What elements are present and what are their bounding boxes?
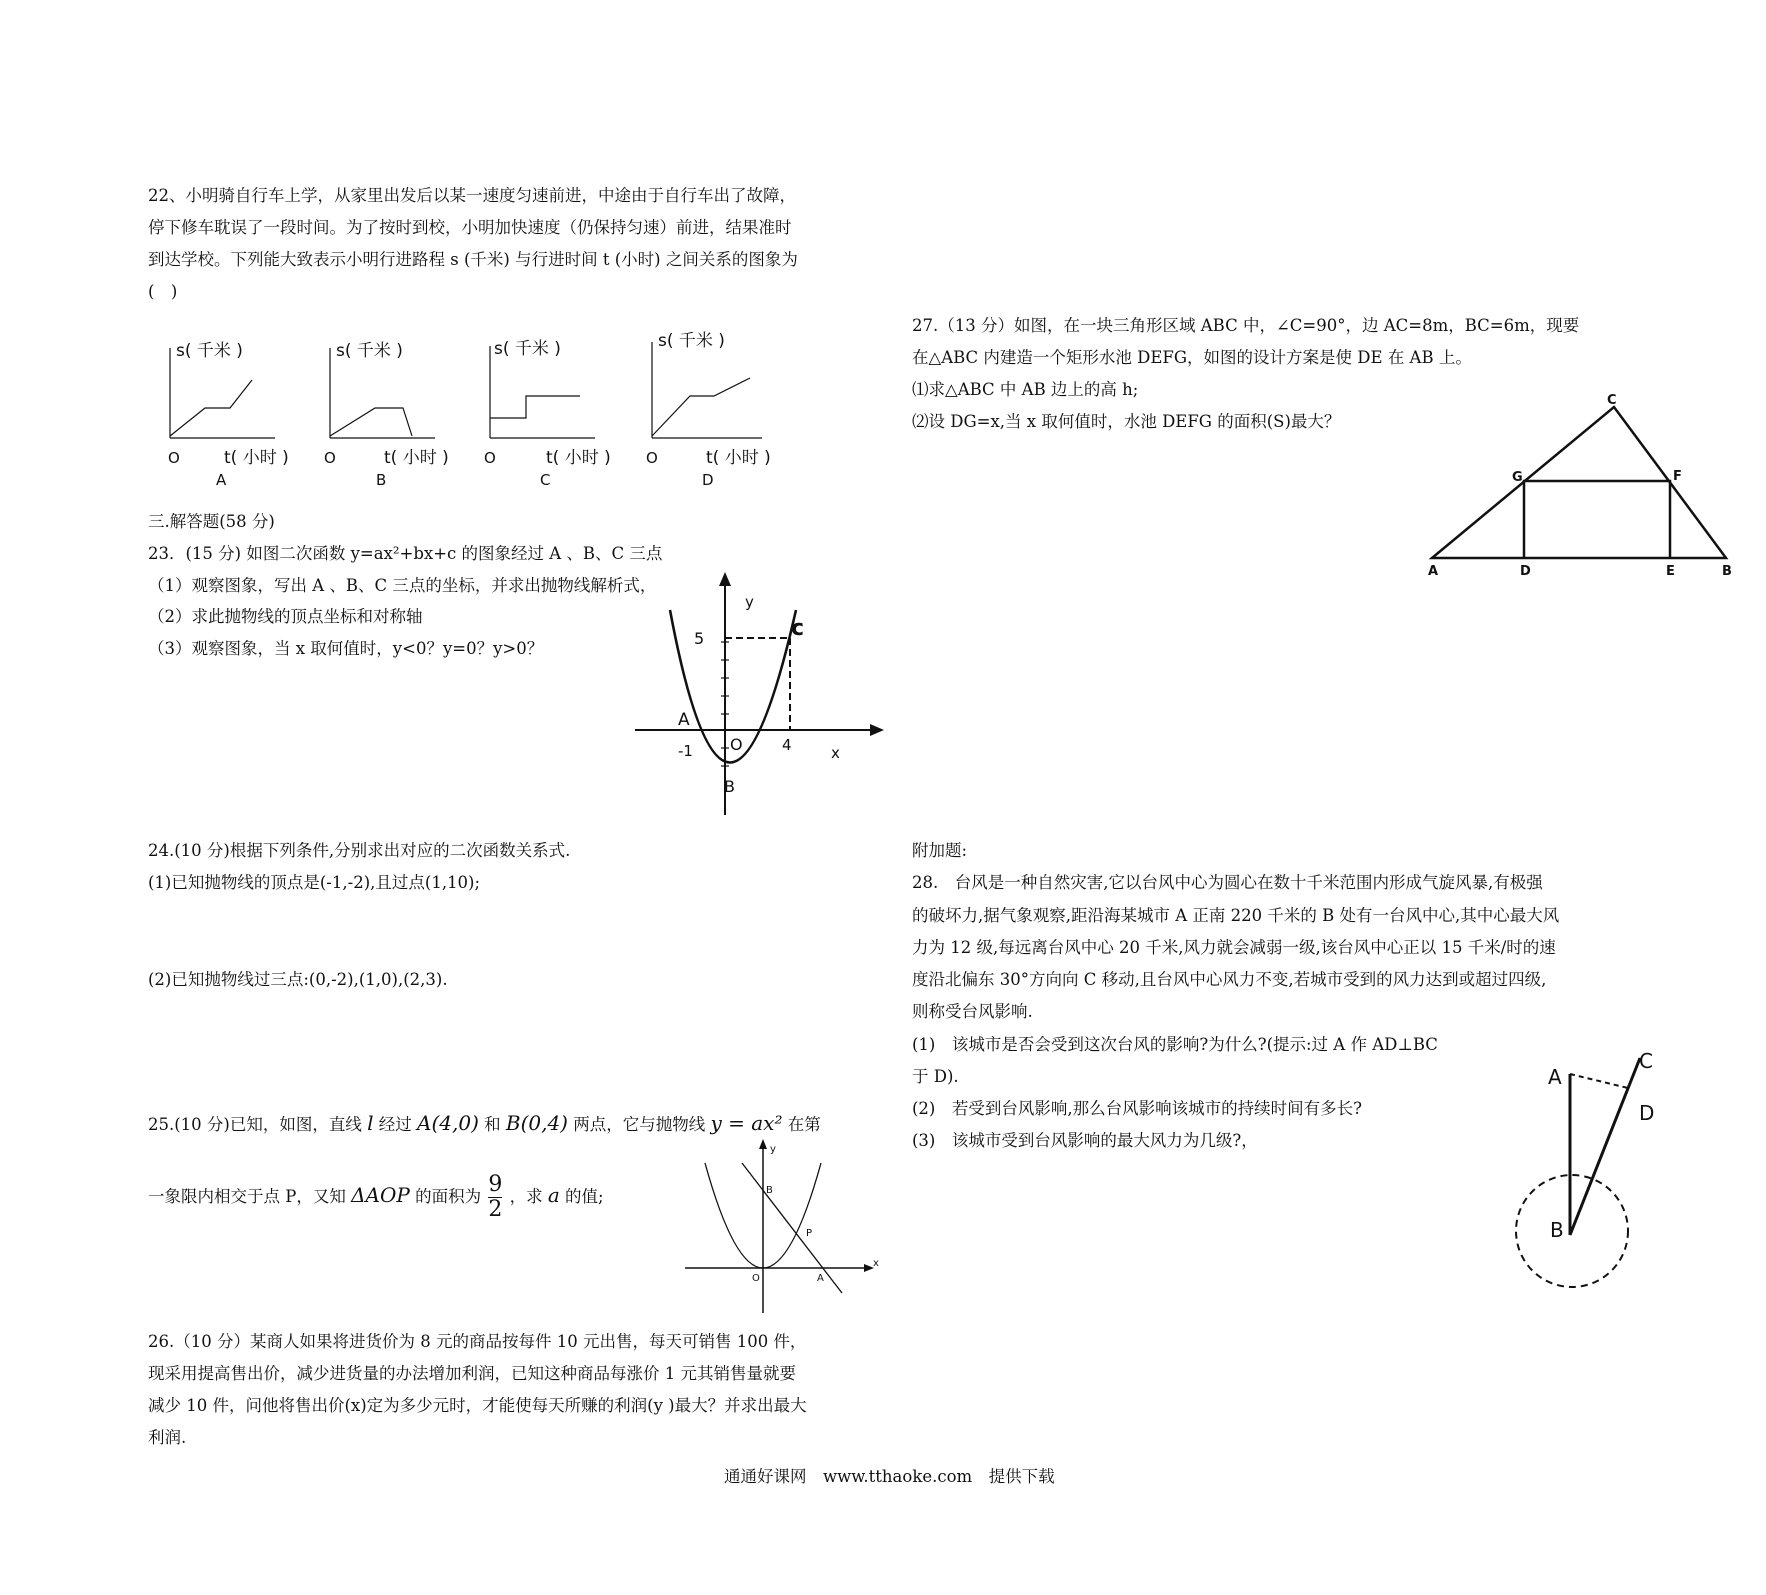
q23-item-1: （1）观察图象，写出 A 、B、C 三点的坐标，并求出抛物线解析式， [148, 576, 657, 595]
footer-credit: 通通好课网 www.tthaoke.com 提供下载 [724, 1467, 1055, 1486]
origin-label: O [752, 1273, 760, 1284]
distance-curve [330, 408, 412, 436]
bonus-title: 附加题: [912, 841, 968, 860]
distance-curve [490, 396, 580, 418]
q23-item-3: （3）观察图象，当 x 取何值时，y<0？y=0？y>0？ [148, 639, 544, 658]
q28-line-4: 度沿北偏东 30°方向向 C 移动,且台风中心风力不变,若城市受到的风力达到或超过四级, [912, 970, 1547, 989]
y-label: s( 千米 ) [176, 341, 243, 361]
tick-neg1-label: -1 [678, 742, 693, 760]
vertex-f-label: F [1673, 469, 1682, 484]
q26-line-4: 利润. [148, 1428, 187, 1447]
y-axis-arrow [719, 572, 731, 586]
segment-bc [1570, 1058, 1640, 1235]
q25-line-2 [148, 1168, 604, 1224]
q25-triangle: ΔAOP [351, 1183, 410, 1207]
q27-line-2: 在△ABC 内建造一个矩形水池 DEFG，如图的设计方案是使 DE 在 AB 上。 [912, 348, 1472, 367]
point-c-label: C [1639, 1049, 1653, 1073]
q25-line2a: 一象限内相交于点 P，又知 [148, 1187, 346, 1206]
q24-part-2: (2)已知抛物线过三点:(0,-2),(1,0),(2,3). [148, 970, 448, 989]
point-b-label: B [724, 777, 735, 796]
q25-point-b: B(0,4) [505, 1111, 568, 1135]
origin-label: O [646, 449, 658, 467]
fraction-denominator: 2 [488, 1197, 503, 1222]
vertex-c-label: C [1607, 393, 1617, 408]
q28-item-1: (1) 该城市是否会受到这次台风的影响?为什么?(提示:过 A 作 AD⊥BC [912, 1035, 1438, 1054]
q28-item-2: (2) 若受到台风影响,那么台风影响该城市的持续时间有多长? [912, 1099, 1362, 1118]
vertex-e-label: E [1666, 564, 1675, 579]
option-letter: B [376, 471, 387, 489]
q25-area-fraction [488, 1173, 502, 1222]
q25-and: 和 [484, 1115, 501, 1134]
q22-line-2: 停下修车耽误了一段时间。为了按时到校，小明加快速度（仍保持匀速）前进，结果准时 [148, 218, 792, 237]
distance-curve [170, 380, 252, 436]
y-label: s( 千米 ) [494, 339, 561, 359]
q28-line-5: 则称受台风影响. [912, 1002, 1033, 1021]
q27-line-4: ⑵设 DG=x,当 x 取何值时，水池 DEFG 的面积(S)最大？ [912, 412, 1341, 431]
x-label: t( 小时 ) [546, 448, 611, 468]
q22-graph-c [460, 328, 620, 488]
origin-label: O [168, 449, 180, 467]
q27-line-1: 27.（13 分）如图，在一块三角形区域 ABC 中，∠C=90°，边 AC=8m，BC=6m，现要 [912, 316, 1580, 335]
y-axis-arrow [759, 1139, 767, 1149]
q22-graph-d [622, 322, 792, 489]
q28-line-2: 的破坏力,据气象观察,距沿海某城市 A 正南 220 千米的 B 处有一台风中心,其中心最大风 [912, 906, 1560, 925]
x-label: t( 小时 ) [706, 448, 771, 468]
point-d-label: D [1639, 1101, 1655, 1125]
origin-label: O [484, 449, 496, 467]
y-axis-label: y [745, 593, 754, 611]
q28-item-1-cont: 于 D). [912, 1067, 959, 1086]
q26-line-1: 26.（10 分）某商人如果将进货价为 8 元的商品按每件 10 元出售，每天可销售 100 件， [148, 1332, 807, 1351]
q25-line-l: l [367, 1111, 374, 1135]
q28-line-1: 28. 台风是一种自然灾害,它以台风中心为圆心在数十千米范围内形成气旋风暴,有极强 [912, 873, 1543, 892]
y-label: s( 千米 ) [336, 341, 403, 361]
x-axis-label: x [831, 744, 840, 762]
fraction-numerator: 9 [488, 1172, 503, 1197]
q23-parabola-figure [630, 570, 890, 820]
x-axis-arrow [870, 724, 884, 736]
vertex-a-label: A [1428, 564, 1439, 579]
q24-part-1: (1)已知抛物线的顶点是(-1,-2),且过点(1,10); [148, 873, 481, 892]
q25-var-a: a [547, 1183, 560, 1207]
origin-label: O [324, 449, 336, 467]
distance-curve [652, 378, 750, 436]
q25-line2b: 的面积为 [415, 1187, 482, 1206]
q22-line-4: ( ) [148, 282, 178, 301]
perpendicular-ad [1570, 1074, 1628, 1088]
tick-5-label: 5 [694, 629, 705, 648]
point-a-label: A [1548, 1065, 1562, 1089]
q25-post: 在第 [787, 1115, 821, 1134]
point-b-label: B [1550, 1218, 1564, 1242]
point-b-label: B [766, 1185, 773, 1196]
q26-line-3: 减少 10 件，问他将售出价(x)定为多少元时，才能使每天所赚的利润(y )最大？并求出最大 [148, 1396, 807, 1415]
option-letter: D [702, 471, 714, 489]
q28-line-3: 力为 12 级,每远离台风中心 20 千米,风力就会减弱一级,该台风中心正以 15 千米/时的速 [912, 938, 1556, 957]
tick-4-label: 4 [782, 736, 792, 754]
q22-line-3: 到达学校。下列能大致表示小明行进路程 s (千米) 与行进时间 t (小时) 之间关系的图象为 [148, 250, 798, 269]
q25-figure [680, 1138, 880, 1313]
q22-line-1: 22、小明骑自行车上学，从家里出发后以某一速度匀速前进，中途由于自行车出了故障， [148, 186, 796, 205]
q25-line2c: ，求 [509, 1187, 543, 1206]
point-p-label: P [806, 1228, 813, 1239]
q25-line-1 [148, 1112, 821, 1136]
q23-item-2: （2）求此抛物线的顶点坐标和对称轴 [148, 607, 423, 626]
rectangle-defg [1524, 481, 1670, 558]
q27-line-3: ⑴求△ABC 中 AB 边上的高 h; [912, 380, 1139, 399]
vertex-d-label: D [1520, 564, 1531, 579]
x-label: t( 小时 ) [224, 448, 289, 468]
q25-line2d: 的值; [565, 1187, 604, 1206]
option-letter: A [216, 471, 227, 489]
origin-label: O [730, 735, 743, 754]
q25-pre: 25.(10 分)已知，如图，直线 [148, 1115, 362, 1134]
x-label: t( 小时 ) [384, 448, 449, 468]
q23-head: 23．(15 分) 如图二次函数 y=ax²+bx+c 的图象经过 A 、B、C 三点 [148, 544, 663, 563]
y-label: s( 千米 ) [658, 331, 725, 351]
vertex-b-label: B [1722, 564, 1732, 579]
q22-graph-b [300, 328, 460, 488]
q27-triangle-figure [1420, 395, 1740, 585]
point-a-label: A [678, 710, 690, 730]
section-3-title: 三.解答题(58 分) [148, 512, 275, 531]
q28-typhoon-figure [1500, 1040, 1700, 1300]
point-c-label: c [791, 616, 805, 641]
q25-mid2: 两点，它与抛物线 [573, 1115, 706, 1134]
vertex-g-label: G [1512, 470, 1523, 485]
triangle-abc [1432, 407, 1726, 558]
q28-item-3: (3) 该城市受到台风影响的最大风力为几级?， [912, 1131, 1258, 1150]
q22-graph-a [140, 328, 300, 488]
q25-point-a: A(4,0) [417, 1111, 479, 1135]
x-axis-label: x [873, 1258, 879, 1269]
q24-head: 24.(10 分)根据下列条件,分别求出对应的二次函数关系式. [148, 841, 571, 860]
point-a-label: A [817, 1273, 824, 1284]
q25-mid1: 经过 [378, 1115, 412, 1134]
option-letter: C [540, 471, 551, 489]
q26-line-2: 现采用提高售出价，减少进货量的办法增加利润，已知这种商品每涨价 1 元其销售量就要 [148, 1364, 796, 1383]
q25-parabola-eq: y = ax² [710, 1111, 783, 1135]
y-axis-label: y [770, 1144, 776, 1155]
